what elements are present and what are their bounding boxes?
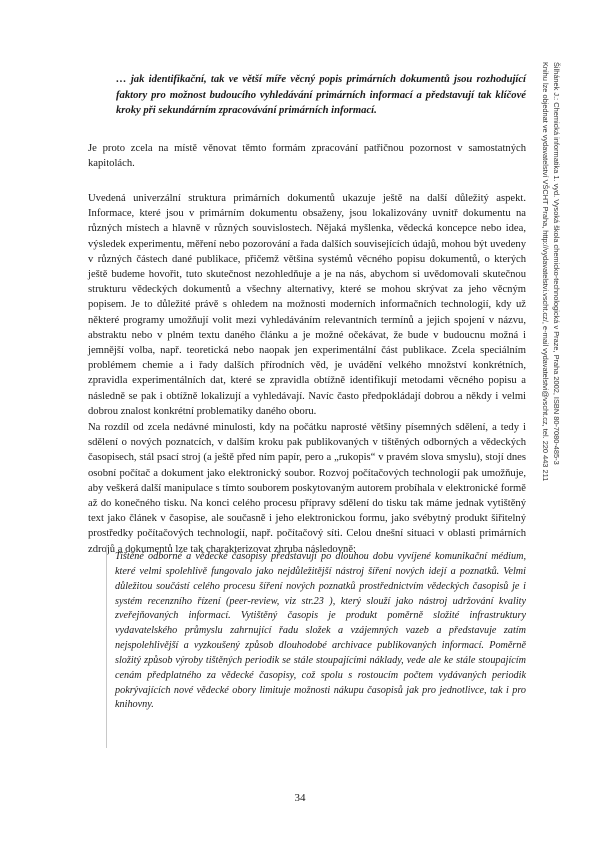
paragraph-2: Uvedená univerzální struktura primárních dokumentů ukazuje ještě na další důležitý aspekt. Informace, které jsou v primárním dokumentu obsaženy, jsou lokalizovány uvnitř dokumentu na různých místech a hlavně v různých souvislostech. Nějaká myšlenka, vědecká koncepce nebo idea, výsledek experimentu, měření nebo pozorování a řada dalších souvisejících údajů, mohou být uvedeny v různých částech dané publikace, přičemž většina systémů věcného popisu dokumentů, o kterých ještě budeme hovořit, tuto skutečnost nezohledňuje a je na nás, abychom si uvědomovali skutečnou strukturu vědeckých dokumentů a všechny alternativy, které se mohou skrývat za jeho věcným popisem. Je to důležité právě s ohledem na možnosti moderních informačních technologií, kdy už některé programy umožňují volit mezi vyhledáváním relevantních termínů a jejich spojení v názvu, abstraktu nebo v plném textu daného článku a je možné očekávat, že bude v budoucnu možná i jemnější volba, např. teoretická nebo naopak jen experimentální část publikace. Zcela speciálním problémem chemie a i řady dalších přírodních věd, je uvádění velkého množství konkrétních, zpravidla experimentálních dat, které se zpravidla obtížně identifikují metodami věcného popisu a následně se pak i obtížně lokalizují a vyhledávají. Navíc často předpokládají dobrou a někdy i velmi dobrou znalost konkrétní problematiky daného oboru. (88, 193, 526, 417)
paragraph-1: Je proto zcela na místě věnovat těmto formám zpracování patřičnou pozornost v samostatných kapitolách. (88, 143, 526, 170)
side-citation-line-1: Šilhánek J.: Chemická informatika 1. vyd. Vysoká škola chemicko-technologická v Praze, Praha 2002, ISBN 80-7080-485-3 (552, 62, 561, 465)
intro-emphasis-text: … jak identifikační, tak ve větší míře věcný popis primárních dokumentů jsou rozhodující faktory pro možnost budoucího vyhledávání primárních informací a představují tak klíčové kroky při sekundárním zpracovávání primárních informací. (116, 74, 526, 117)
page-number: 34 (294, 792, 306, 804)
side-citation-note (538, 62, 562, 532)
quote-block (106, 545, 526, 748)
side-citation-line-2: Knihu lze objednat ve vydavatelství VŠCHT Praha, http://vydavatelstvi.vscht.cz/, e-mail vydavatelstvi@vscht.cz, tel. 220 443 211 (541, 62, 550, 482)
quote-text: Tištěné odborné a vědecké časopisy představují po dlouhou dobu vyvíjené komunikační médium, které velmi spolehlivě fungovalo jako nejdůležitější nástroj šíření nových idejí a poznatků. Velmi důležitou součástí celého procesu šíření nových poznatků prostřednictvím vědeckých časopisů je i systém recenzního řízení (peer-review, viz str.23 ), který slouží jako nástroj udržování kvality zveřejňovaných informací. Vytištěný časopis je produkt poměrně složité infrastruktury vydavatelského průmyslu zahrnující řadu složek a vzájemných vazeb a představuje zatím nejspolehlivější a vyzkoušený způsob dlouhodobé archivace publikovaných informací. Poměrně složitý způsob výroby tištěných periodik se stále stoupajícími náklady, vede ale ke stále stoupajícím cenám předplatného za vědecké časopisy, což spolu s rostoucím počtem vydávaných periodik pokrývajících nové vědecké obory limituje možnosti nákupu časopisů jak pro jednotlivce, tak i pro knihovny. (115, 551, 526, 711)
paragraph-3: Na rozdíl od zcela nedávné minulosti, kdy na počátku naprosté většiny písemných sdělení, a tedy i sdělení o nových poznatcích, v dalším kroku pak publikovaných v tištěných odborných a vědeckých časopisech, stál psací stroj (a ještě před ním papír, pero a „rukopis“ v pravém slova smyslu), stojí dnes osobní počítač a dokument jako elektronický soubor. Rozvoj počítačových technologií pak umožňuje, aby veškerá další manipulace s tímto souborem poskytovaným autorem probíhala v elektronické formě až do konečného tisku. Na konci celého procesu přípravy sdělení do tisku tak máme jednak vytištěný text jako článek v časopise, ale současně i jeho elektronickou formu, jako svébytný produkt šiřitelný prostředky počítačových technologií, např. počítačový síti. Celou dnešní situaci v oblasti primárních zdrojů a dokumentů lze tak charakterizovat zhruba následovně: (88, 422, 526, 555)
